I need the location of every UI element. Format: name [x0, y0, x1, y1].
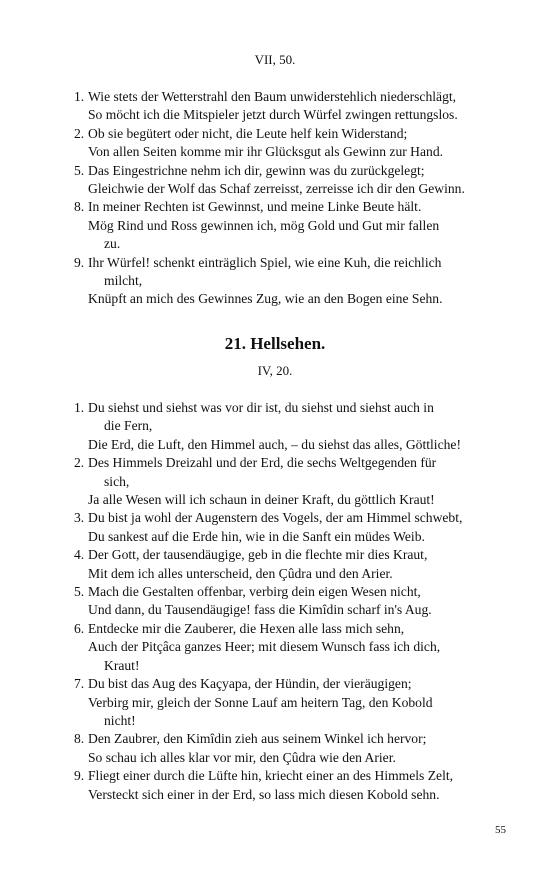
- verse-line: Gleichwie der Wolf das Schaf zerreisst, zerreisse ich dir den Gewinn.: [88, 181, 465, 197]
- verse-number: 3.: [74, 510, 85, 526]
- verse-line: So schau ich alles klar vor mir, den Çûdra wie den Arier.: [88, 749, 396, 765]
- verse-line: So möcht ich die Mitspieler jetzt durch Würfel zwingen rettungslos.: [88, 107, 458, 123]
- verse-line: Der Gott, der tausendäugige, geb in die flechte mir dies Kraut,: [88, 547, 428, 563]
- verse-line: Mach die Gestalten offenbar, verbirg dein eigen Wesen nicht,: [88, 584, 421, 600]
- verse-number: 9.: [74, 254, 85, 270]
- verse: [74, 730, 510, 767]
- verse-number: 8.: [74, 731, 85, 747]
- verse-line: zu.: [104, 236, 121, 252]
- verse-line: Du bist das Aug des Kaçyapa, der Hündin, der vieräugigen;: [88, 676, 412, 692]
- verse-line: Entdecke mir die Zauberer, die Hexen alle lass mich sehn,: [88, 620, 405, 636]
- verse-line: Mög Rind und Ross gewinnen ich, mög Gold und Gut mir fallen: [88, 217, 440, 233]
- verse-line: Du siehst und siehst was vor dir ist, du siehst und siehst auch in: [88, 400, 434, 415]
- poem-title: 21. Hellsehen.: [224, 334, 326, 353]
- verse-line: Ob sie begütert oder nicht, die Leute helf kein Widerstand;: [88, 125, 408, 141]
- poem-reference: IV, 20.: [257, 363, 293, 378]
- verse: [74, 454, 510, 509]
- verse-line: Und dann, du Tausendäugige! fass die Kimîdin scharf in's Aug.: [88, 602, 432, 618]
- verse: [74, 254, 510, 309]
- verse-number: 5.: [74, 584, 85, 600]
- verse-line: Das Eingestrichne nehm ich dir, gewinn was du zurückgelegt;: [88, 162, 425, 178]
- verse-line: Kraut!: [104, 657, 140, 673]
- verse-line: Auch der Pitçâca ganzes Heer; mit diesem Wunsch fass ich dich,: [88, 639, 441, 655]
- verse-number: 2.: [74, 125, 85, 141]
- verse-line: Wie stets der Wetterstrahl den Baum unwiderstehlich niederschlägt,: [88, 89, 457, 104]
- verse-line: Versteckt sich einer in der Erd, so lass mich diesen Kobold sehn.: [88, 786, 440, 802]
- verse: [74, 88, 510, 125]
- verse-line: Verbirg mir, gleich der Sonne Lauf am heitern Tag, den Kobold: [88, 694, 433, 710]
- verse-line: die Fern,: [104, 418, 153, 434]
- verse-number: 9.: [74, 768, 85, 784]
- verse-line: Des Himmels Dreizahl und der Erd, die sechs Weltgegenden für: [88, 455, 437, 471]
- verse-line: Ihr Würfel! schenkt einträglich Spiel, wie eine Kuh, die reichlich: [88, 254, 442, 270]
- verse: [74, 399, 510, 454]
- verse-line: Fliegt einer durch die Lüfte hin, kriecht einer an des Himmels Zelt,: [88, 768, 454, 784]
- verse-number: 1.: [74, 89, 85, 104]
- verse-line: Von allen Seiten komme mir ihr Glücksgut als Gewinn zur Hand.: [88, 144, 444, 160]
- verse: [74, 509, 510, 546]
- verse: [74, 767, 510, 804]
- verse-line: sich,: [104, 473, 130, 489]
- verse: [74, 583, 510, 620]
- verse-number: 6.: [74, 620, 85, 636]
- verse-line: nicht!: [104, 712, 136, 728]
- verse-number: 1.: [74, 400, 85, 415]
- verse-line: Du sankest auf die Erde hin, wie in die Sanft ein müdes Weib.: [88, 528, 425, 544]
- verse-line: Den Zaubrer, den Kimîdin zieh aus seinem Winkel ich hervor;: [88, 731, 427, 747]
- verse-line: In meiner Rechten ist Gewinnst, und meine Linke Beute hält.: [88, 199, 422, 215]
- verse-block-2: [74, 399, 510, 804]
- section-reference: VII, 50.: [254, 52, 296, 67]
- verse-number: 7.: [74, 676, 85, 692]
- verse-line: Ja alle Wesen will ich schaun in deiner Kraft, du göttlich Kraut!: [88, 492, 435, 508]
- verse: [74, 198, 510, 253]
- verse-block-1: [74, 88, 510, 309]
- verse: [74, 620, 510, 675]
- verse-number: 5.: [74, 162, 85, 178]
- verse: [74, 675, 510, 730]
- page-number: 55: [495, 824, 506, 836]
- verse-line: Knüpft an mich des Gewinnes Zug, wie an den Bogen eine Sehn.: [88, 291, 443, 307]
- verse-line: Die Erd, die Luft, den Himmel auch, – du siehst das alles, Göttliche!: [88, 436, 461, 452]
- verse-line: Mit dem ich alles unterscheid, den Çûdra und den Arier.: [88, 565, 393, 581]
- verse: [74, 546, 510, 583]
- verse-number: 4.: [74, 547, 85, 563]
- verse-line: Du bist ja wohl der Augenstern des Vogels, der am Himmel schwebt,: [88, 510, 463, 526]
- verse-number: 8.: [74, 199, 85, 215]
- verse: [74, 162, 510, 199]
- verse: [74, 125, 510, 162]
- verse-number: 2.: [74, 455, 85, 471]
- verse-line: milcht,: [104, 273, 143, 289]
